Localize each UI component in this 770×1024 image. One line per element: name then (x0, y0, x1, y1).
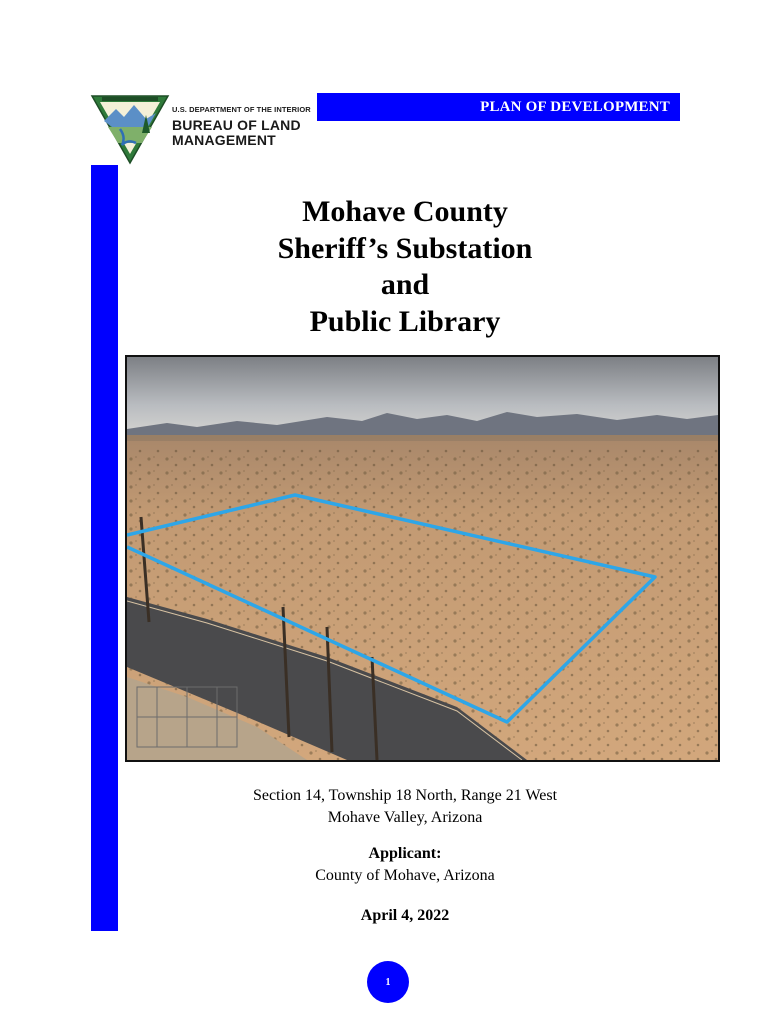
banner-text: PLAN OF DEVELOPMENT (480, 98, 670, 115)
agency-name (172, 106, 317, 147)
agency-management: MANAGEMENT (172, 131, 276, 148)
applicant-name: County of Mohave, Arizona (315, 867, 495, 884)
left-accent-bar (91, 165, 118, 931)
legal-description: Section 14, Township 18 North, Range 21 West (252, 787, 558, 804)
agency-department: U.S. DEPARTMENT OF THE INTERIOR (172, 105, 311, 114)
title-line-1: Mohave County (302, 195, 508, 228)
document-date: April 4, 2022 (360, 907, 450, 924)
title-line-2: Sheriff’s Substation (277, 231, 533, 265)
page-number-badge (367, 961, 409, 1003)
document-title (190, 194, 620, 340)
title-line-4: Public Library (309, 304, 501, 338)
agency-bureau: BUREAU OF LAND (172, 116, 301, 133)
location-place: Mohave Valley, Arizona (327, 809, 483, 826)
aerial-site-photo (125, 355, 720, 762)
title-line-3: and (380, 268, 430, 301)
blm-logo (90, 93, 170, 165)
applicant-label: Applicant: (368, 845, 442, 862)
page-number: 1 (385, 976, 391, 988)
header-banner (317, 93, 680, 121)
